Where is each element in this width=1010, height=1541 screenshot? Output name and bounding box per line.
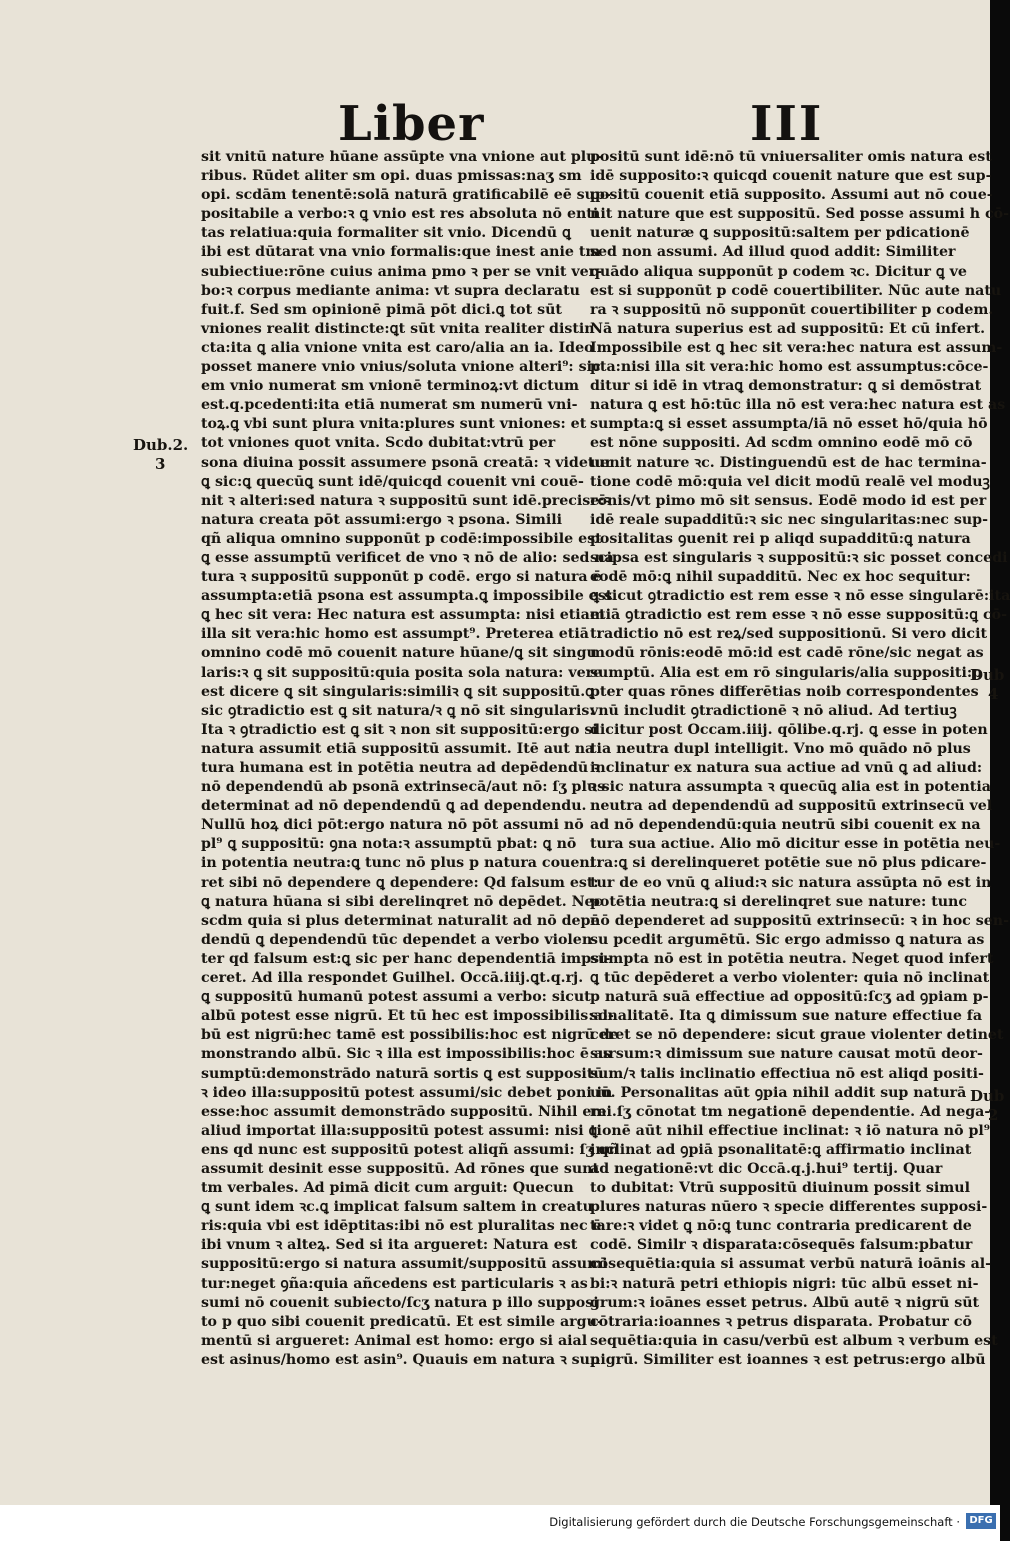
text-line: omnino codē mō couenit nature hūane/ꝗ sit singu	[201, 645, 597, 662]
text-line: ra ꝛ suppositū nō supponūt couertibiliter p codem.	[590, 301, 994, 318]
text-line: sumi nō couenit subiecto/ſcʒ natura p illo supposi	[201, 1294, 599, 1311]
text-line: monstrando albū. Sic ꝛ illa est impossibilis:hoc ē as	[201, 1046, 611, 1063]
text-line: Ita ꝛ ꝯtradictio est ꝗ sit ꝛ non sit suppositū:ergo si	[201, 721, 598, 738]
text-line: Nullū hoꝝ dici pōt:ergo natura nō pōt assumi nō	[201, 817, 584, 834]
text-line: ad nō dependendū:quia neutrū sibi couenit ex na	[590, 817, 981, 834]
text-line: modū rōnis:eodē mō:id est cadē rōne/sic negat as	[590, 645, 984, 662]
text-line: nō dependeret ad suppositū extrinsecū: ꝛ in hoc sen-	[590, 912, 1009, 929]
text-line: cōtraria:ioannes ꝛ petrus disparata. Probatur cō	[590, 1313, 972, 1330]
text-line: sit vnitū nature hūane assūpte vna vnione aut plu-	[201, 149, 603, 165]
text-line: sumpta nō est in potētia neutra. Neget quod infert	[590, 950, 994, 967]
text-line: ꝗ suppositū humanū potest assumi a verbo: sicut	[201, 989, 591, 1006]
text-line: pta:nisi illa sit vera:hic homo est assumptus:cōce-	[590, 359, 989, 376]
text-line: tur:neget ꝯña:quia añcedens est particularis ꝛ as	[201, 1275, 588, 1292]
text-line: tra:ꝗ si derelinqueret potētie sue nō plus pdicare-	[590, 855, 987, 872]
text-line: tm verbales. Ad pimā dicit cum arguit: Quecun	[201, 1180, 574, 1197]
text-line: tione codē mō:quia vel dicit modū realē vel moduꝫ	[590, 473, 990, 490]
text-line: opi. scdām tenentē:solā naturā gratificabilē eē sup-	[201, 187, 611, 204]
text-line: subiectiue:rōne cuius anima pmo ꝛ per se vnit ver-	[201, 263, 603, 280]
text-line: qñ aliqua omnino supponūt p codē:impossibile est	[201, 530, 602, 547]
text-line: codē. Similr ꝛ disparata:cōsequēs falsum:pbatur	[590, 1237, 973, 1254]
text-line: tia neutra dupl intelligit. Vno mō quādo nō plus	[590, 740, 971, 757]
text-line: cōsequētia:quia si assumat verbū naturā ioānis al-	[590, 1256, 992, 1273]
text-line: positabile a verbo:ꝛ ꝗ vnio est res absoluta nō enti	[201, 206, 599, 223]
text-line: dendū ꝗ dependendū tūc dependet a verbo violen	[201, 931, 593, 948]
text-line: toꝝ.ꝗ vbi sunt plura vnita:plures sunt vniones: et	[201, 416, 587, 433]
text-line: in potentia neutra:ꝗ tunc nō plus p natura coueni	[201, 855, 596, 872]
text-line: sumptū. Alia est em rō singularis/alia suppositi:p	[590, 664, 982, 681]
text-line: etiā ꝯtradictio est rem esse ꝛ nō esse suppositū:ꝗ cō-	[590, 607, 1007, 624]
text-line: tradictio nō est reꝝ/sed suppositionū. Si vero dicit	[590, 626, 988, 643]
text-line: vnū includit ꝯtradictionē ꝛ nō aliud. Ad tertiuꝫ	[590, 702, 957, 719]
text-line: ibi est dūtarat vna vnio formalis:que inest anie tm	[201, 244, 601, 261]
text-line: sumpta:ꝗ si esset assumpta/iā nō esset hō/quia hō	[590, 416, 988, 433]
text-line: assumit desinit esse suppositū. Ad rōnes que sunt	[201, 1160, 600, 1177]
text-line: uenit naturæ ꝗ suppositū:saltem per pdicationē	[590, 225, 970, 242]
text-line: albū potest esse nigrū. Et tū hec est impossibilis:al-	[201, 1008, 614, 1025]
text-line: idē supposito:ꝛ quicqd couenit nature que est sup-	[590, 168, 992, 185]
text-line: vniones realit distincte:ꝗt sūt vnita realiter distin	[201, 320, 595, 337]
text-line: inclinatur ex natura sua actiue ad vnū ꝗ ad aliud:	[590, 760, 983, 776]
text-line: potētia neutra:ꝗ si derelinqret sue nature: tunc	[590, 893, 968, 910]
text-line: scdm quia si plus determinat naturalit ad nō depē	[201, 912, 600, 929]
text-line: ret sibi nō dependere ꝗ dependere: Qd falsum est:	[201, 874, 599, 891]
text-line: ditur si idē in vtraꝗ demonstratur: ꝗ si demōstrat	[590, 378, 982, 395]
text-line: assumpta:etiā psona est assumpta.ꝗ impossibile est	[201, 588, 613, 605]
footer-bar	[0, 1505, 1000, 1541]
text-line: su pcedit argumētū. Sic ergo admisso ꝗ natura as	[590, 931, 985, 948]
text-line: est nōne suppositi. Ad scdm omnino eodē mō cō	[590, 435, 973, 452]
text-line: eodē mō:ꝗ nihil supadditū. Nec ex hoc sequitur:	[590, 569, 971, 586]
text-line: nit nature que est suppositū. Sed posse assumi h cō-	[590, 206, 1009, 223]
text-line: determinat ad nō dependendū ꝗ ad dependendu.	[201, 798, 587, 815]
text-line: tura sua actiue. Alio mō dicitur esse in potētia neu-	[590, 836, 1001, 853]
text-line: to dubitat: Vtrū suppositū diuinum possit simul	[590, 1180, 970, 1197]
text-line: ens qd nunc est suppositū potest aliqñ assumi: ſʒ qñ	[201, 1141, 619, 1158]
text-line: p naturā suā effectiue ad oppositū:ſcʒ ad ꝯpiam p-	[590, 989, 989, 1006]
text-line: uū. Personalitas aūt ꝯpia nihil addit sup naturā	[590, 1084, 967, 1101]
text-line: ꝛ ideo illa:suppositū potest assumi/sic debet poni in	[201, 1084, 613, 1101]
text-line: ribus. Rūdet aliter sm opi. duas pmissas:naʒ sm	[201, 168, 582, 185]
text-line: natura assumit etiā suppositū assumit. Itē aut na	[201, 740, 595, 757]
text-line: bū est nigrū:hec tamē est possibilis:hoc est nigrū de	[201, 1027, 619, 1044]
funding-notice: Digitalisierung gefördert durch die Deutsche Forschungsgemeinschaft ·	[549, 1515, 960, 1529]
text-line: ris:quia vbi est idēptitas:ibi nō est pluralitas nec ē	[201, 1218, 602, 1235]
text-line: sursum:ꝛ dimissum sue nature causat motū deor-	[590, 1046, 983, 1063]
text-line: uenit nature ꝛc. Distinguendū est de hac termina-	[590, 454, 987, 471]
text-line: ceret se nō dependere: sicut graue violenter detinet	[590, 1027, 1004, 1044]
text-line: Impossibile est ꝗ hec sit vera:hec natura est assum-	[590, 339, 1003, 356]
text-line: em vnio numerat sm vnionē terminoꝝ:vt dictum	[201, 378, 580, 395]
text-line: ꝗ sicut ꝯtradictio est rem esse ꝛ nō esse singularē:ita	[590, 588, 1010, 605]
text-line: cta:ita ꝗ alia vnione vnita est caro/alia an ia. Ideo	[201, 339, 594, 356]
text-line: sum/ꝛ talis inclinatio effectiua nō est aliqd positi-	[590, 1065, 984, 1082]
text-line: positalitas ꝯuenit rei p aliqd supadditū:ꝗ natura	[590, 530, 971, 547]
text-line: bo:ꝛ corpus mediante anima: vt supra declaratu	[201, 282, 580, 299]
text-line: quādo aliqua supponūt p codem ꝛc. Dicitur ꝗ ve	[590, 263, 967, 280]
text-line: ꝗ sunt idem ꝛc.ꝗ implicat falsum saltem in creatu	[201, 1199, 593, 1216]
text-line: ꝛ sic natura assumpta ꝛ quecūꝗ alia est in potentia	[590, 779, 991, 796]
text-line: esse:hoc assumit demonstrādo suppositū. Nihil em	[201, 1103, 607, 1120]
text-line: nigrū. Similiter est ioannes ꝛ est petrus:ergo albū	[590, 1351, 986, 1368]
text-line: rōnis/vt pimo mō sit sensus. Eodē modo id est per	[590, 492, 987, 509]
text-line: rei.ſʒ cōnotat tm negationē dependentie. Ad nega-	[590, 1103, 991, 1120]
text-line: natura ꝗ est hō:tūc illa nō est vera:hec natura est as	[590, 397, 1006, 414]
text-line: pl⁹ ꝗ suppositū: ꝯna nota:ꝛ assumptū pbat: ꝗ nō	[201, 836, 577, 853]
text-line: tura ꝛ suppositū supponūt p codē. ergo si natura ē	[201, 569, 602, 586]
text-line: natura creata pōt assumi:ergo ꝛ psona. Simili	[201, 511, 563, 528]
margin-note-left: Dub.2. 3	[133, 436, 189, 473]
text-line: est.q.pcedenti:ita etiā numerat sm numerū vni-	[201, 397, 578, 414]
text-line: est asinus/homo est asin⁹. Quauis em natura ꝛ sup	[201, 1351, 600, 1368]
text-line: inclinat ad ꝯpiā psonalitatē:ꝗ affirmatio inclinat	[590, 1141, 972, 1158]
text-line: scipsa est singularis ꝛ suppositū:ꝛ sic posset concedi	[590, 549, 1008, 566]
dfg-logo: DFG	[966, 1513, 996, 1529]
text-line: mentū si argueret: Animal est homo: ergo si aial	[201, 1332, 588, 1349]
text-line: aliud importat illa:suppositū potest assumi: nisi ꝗ	[201, 1122, 598, 1139]
running-header-book-number: III	[750, 96, 824, 152]
text-line: to p quo sibi couenit predicatū. Et est simile argu-	[201, 1313, 603, 1330]
text-line: tur de eo vnū ꝗ aliud:ꝛ sic natura assūpta nō est in	[590, 874, 992, 891]
text-line: ad negationē:vt dic Occā.q.j.hui⁹ tertij. Quar	[590, 1160, 943, 1177]
text-line: tionē aūt nihil effectiue inclinat: ꝛ iō natura nō pl⁹	[590, 1122, 991, 1139]
text-line: ꝗ tūc depēderet a verbo violenter: quia nō inclinat	[590, 970, 990, 987]
text-line: ꝗ natura hūana si sibi derelinqret nō depēdet. Nec	[201, 893, 603, 910]
text-line: tura humana est in potētia neutra ad depēdendū ꝛ	[201, 760, 600, 776]
text-line: positū couenit etiā supposito. Assumi aut nō coue-	[590, 187, 993, 204]
margin-note-right-1: Dub 4	[970, 666, 1005, 703]
text-line: ꝗ hec sit vera: Hec natura est assumpta: nisi etiam	[201, 607, 605, 624]
text-line: ter qd falsum est:ꝗ sic per hanc dependentiā impsi-	[201, 950, 611, 967]
text-line: idē reale supadditū:ꝛ sic nec singularitas:nec sup-	[590, 511, 988, 528]
text-line: sumptū:demonstrādo naturā sortis ꝗ est suppositū	[201, 1065, 604, 1082]
text-line: suppositū:ergo si natura assumit/suppositū assumi	[201, 1256, 608, 1273]
text-line: sona diuina possit assumere psonā creatā: ꝛ videtur	[201, 454, 613, 471]
text-line: Nā natura superius est ad suppositū: Et cū infert.	[590, 320, 986, 337]
text-line: pter quas rōnes differētias noib correspondentes	[590, 683, 979, 700]
text-line: neutra ad dependendū ad suppositū extrinsecū vel	[590, 798, 993, 815]
text-line: tare:ꝛ videt ꝗ nō:ꝗ tunc contraria predicarent de	[590, 1218, 972, 1235]
text-line: est si supponūt p codē couertibiliter. Nūc aute natu	[590, 282, 1002, 299]
margin-note-right-2: Dub 2	[970, 1087, 1005, 1124]
text-line: sequētia:quia in casu/verbū est album ꝛ verbum est	[590, 1332, 998, 1349]
text-line: posset manere vnio vnius/soluta vnione alteri⁹: sic	[201, 359, 601, 376]
running-header-liber: Liber	[338, 96, 485, 152]
text-line: est dicere ꝗ sit singularis:similiꝛ ꝗ sit suppositū.ꝗ	[201, 683, 595, 700]
text-line: sonalitatē. Ita ꝗ dimissum sue nature effectiue fa	[590, 1008, 983, 1025]
text-line: bi:ꝛ naturā petri ethiopis nigri: tūc albū esset ni-	[590, 1275, 979, 1292]
text-line: laris:ꝛ ꝗ sit suppositū:quia posita sola natura: vere	[201, 664, 603, 681]
text-column-left	[201, 148, 619, 1370]
text-line: ꝗ esse assumptū verificet de vno ꝛ nō de alio: sed na	[201, 549, 614, 566]
text-line: nō dependendū ab psonā extrinsecā/aut nō: ſʒ plus	[201, 779, 606, 796]
text-line: ceret. Ad illa respondet Guilhel. Occā.iiij.ꝗt.q.rj.	[201, 970, 584, 987]
text-line: ibi vnum ꝛ alteꝝ. Sed si ita argueret: Natura est	[201, 1237, 578, 1254]
text-line: illa sit vera:hic homo est assumpt⁹. Preterea etiā	[201, 626, 589, 643]
text-line: fuit.f. Sed sm opinionē pimā pōt dici.ꝗ tot sūt	[201, 301, 562, 318]
text-line: ꝗ sic:ꝗ quecūꝗ sunt idē/quicqd couenit vni couē-	[201, 473, 584, 490]
text-line: sic ꝯtradictio est ꝗ sit natura/ꝛ ꝗ nō sit singularis:	[201, 702, 595, 719]
text-line: positū sunt idē:nō tū vniuersaliter omis natura est	[590, 149, 992, 165]
text-line: nit ꝛ alteri:sed natura ꝛ suppositū sunt idē.precise:ꝛ	[201, 492, 612, 509]
text-line: tas relatiua:quia formaliter sit vnio. Dicendū ꝗ	[201, 225, 571, 242]
text-line: sed non assumi. Ad illud quod addit: Similiter	[590, 244, 956, 261]
text-line: dicitur post Occam.iiij. qōlibe.q.rj. ꝗ esse in poten	[590, 721, 988, 738]
text-line: tot vniones quot vnita. Scdo dubitat:vtrū per	[201, 435, 556, 452]
text-line: plures naturas nūero ꝛ specie differentes supposi-	[590, 1199, 988, 1216]
text-line: grum:ꝛ ioānes esset petrus. Albū autē ꝛ nigrū sūt	[590, 1294, 980, 1311]
